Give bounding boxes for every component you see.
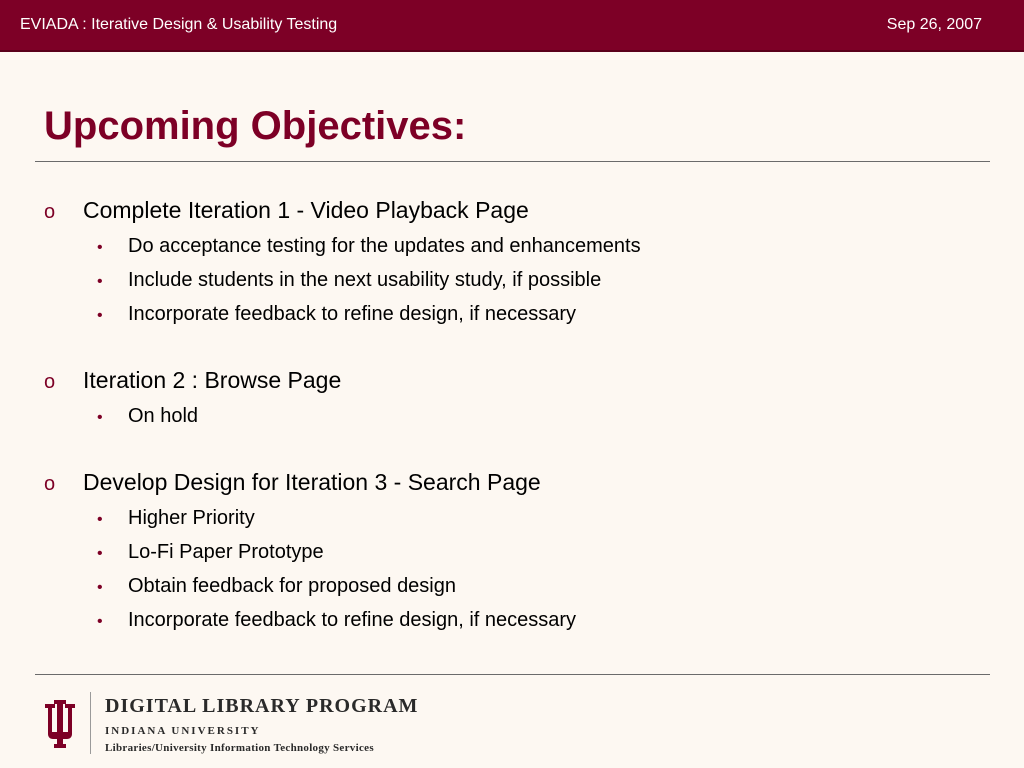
iu-trident-icon [40,698,80,748]
sub-item-text: Lo-Fi Paper Prototype [128,541,324,563]
header-title: EVIADA : Iterative Design & Usability Testing [20,16,338,33]
sub-item-text: Obtain feedback for proposed design [128,575,456,597]
sub-item [44,502,984,536]
sub-item-text: Do acceptance testing for the updates and enhancements [128,235,641,257]
slide-header [0,0,1024,50]
dot-bullet-icon: • [97,613,103,630]
footer-divider [35,674,990,675]
dot-bullet-icon: • [97,239,103,256]
sub-item-text: Incorporate feedback to refine design, if necessary [128,609,577,631]
dot-bullet-icon: • [97,307,103,324]
objective-section [44,196,984,332]
dot-bullet-icon: • [97,511,103,528]
university-name: INDIANA UNIVERSITY [105,725,261,737]
sub-item [44,298,984,332]
dot-bullet-icon: • [97,273,103,290]
sub-item-text: Higher Priority [128,507,255,529]
sub-item [44,400,984,434]
sub-item [44,230,984,264]
sub-item-text: Incorporate feedback to refine design, if necessary [128,303,577,325]
sub-item [44,570,984,604]
program-name: DIGITAL LIBRARY PROGRAM [105,695,419,717]
circle-bullet-icon: o [44,201,56,223]
slide-title: Upcoming Objectives: [44,104,467,148]
objective-item [44,366,984,396]
sub-item [44,264,984,298]
objective-item [44,468,984,498]
department-name: Libraries/University Information Technology Services [105,742,374,754]
dot-bullet-icon: • [97,545,103,562]
dot-bullet-icon: • [97,409,103,426]
objective-text: Iteration 2 : Browse Page [83,367,342,393]
objective-section [44,468,984,638]
sub-item-text: On hold [128,405,199,427]
slide-content [44,196,984,672]
sub-item [44,604,984,638]
sub-item [44,536,984,570]
objective-text: Develop Design for Iteration 3 - Search Page [83,469,541,495]
header-divider [0,50,1024,52]
dot-bullet-icon: • [97,579,103,596]
objective-section [44,366,984,434]
circle-bullet-icon: o [44,371,56,393]
objective-text: Complete Iteration 1 - Video Playback Page [83,197,529,223]
sub-item-text: Include students in the next usability study, if possible [128,269,602,291]
footer-wordmark [90,692,418,754]
header-date: Sep 26, 2007 [886,16,982,33]
circle-bullet-icon: o [44,473,56,495]
title-divider [35,161,990,162]
objective-item [44,196,984,226]
footer-logo [40,690,438,756]
